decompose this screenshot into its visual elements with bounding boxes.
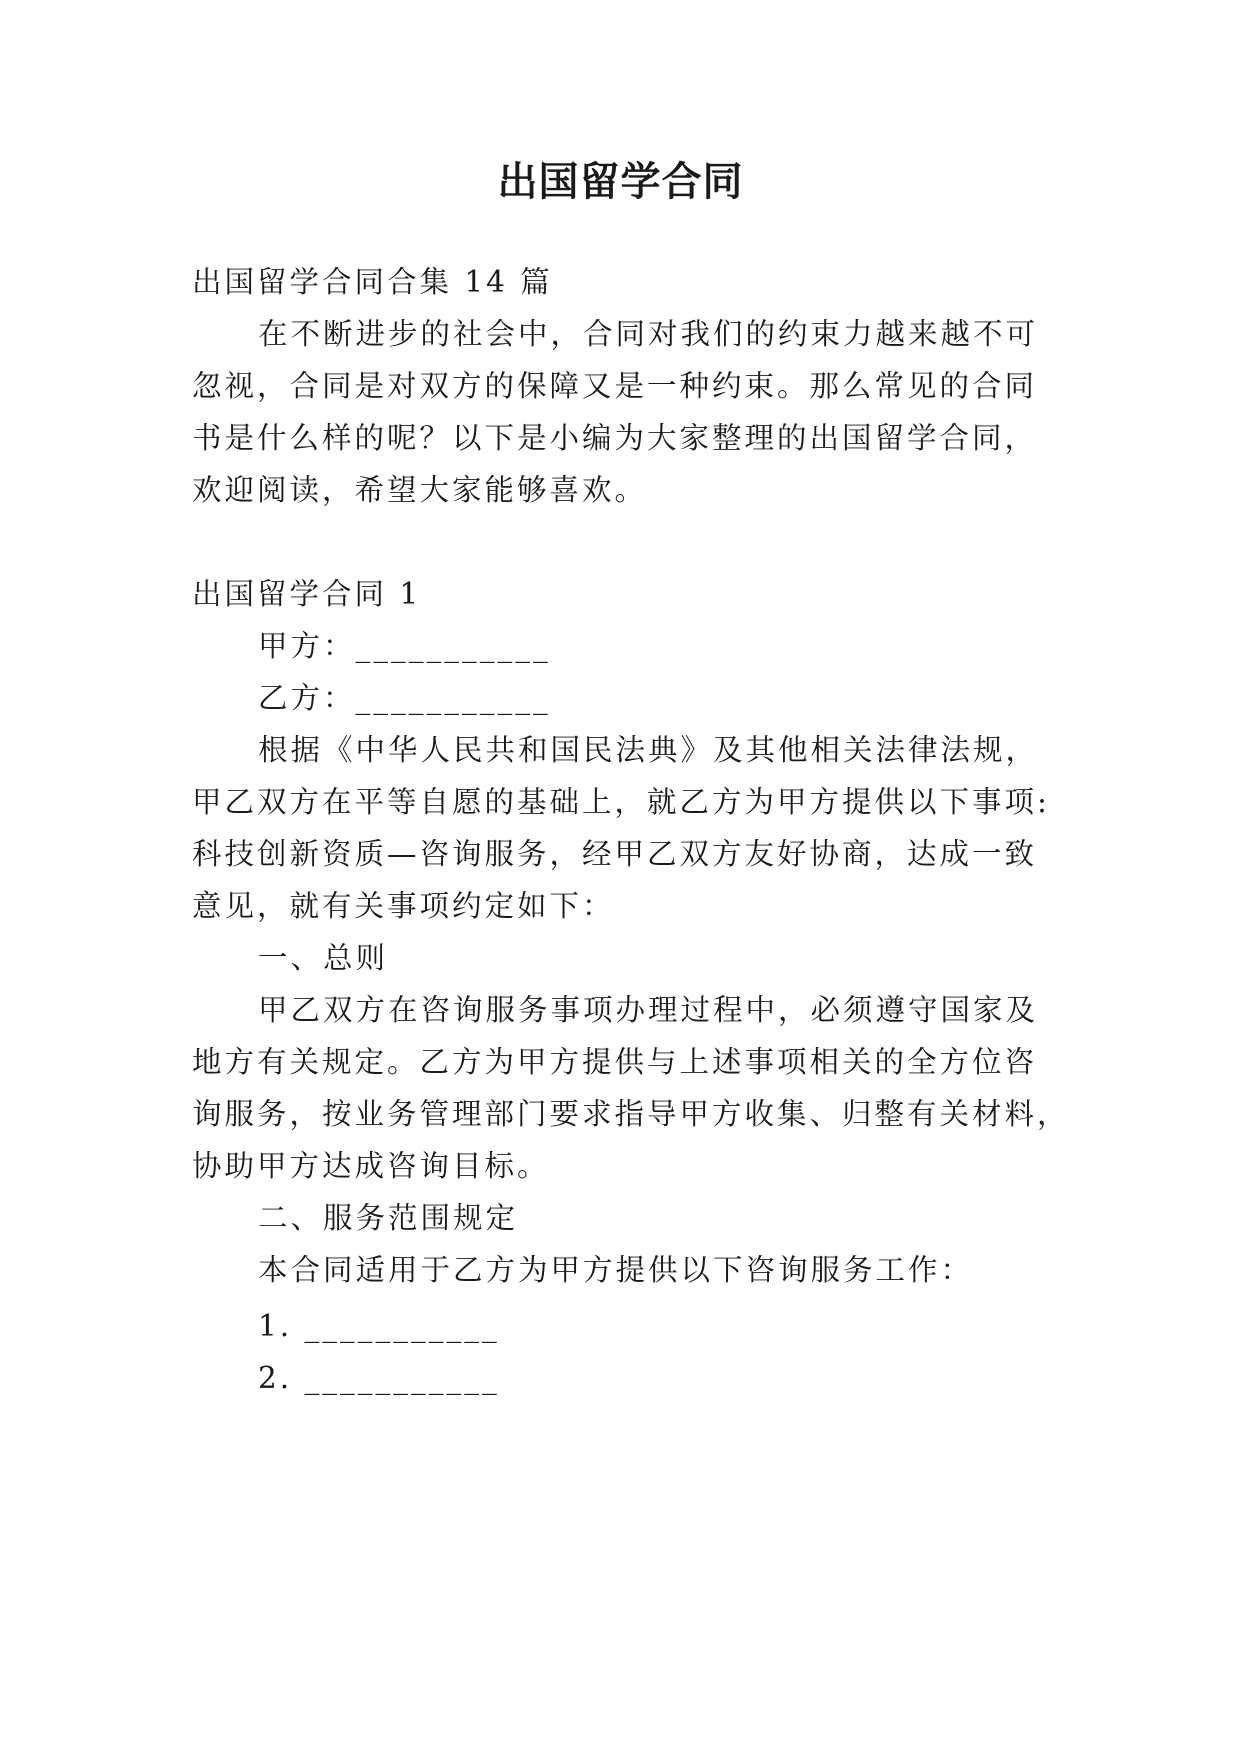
clause-paragraph-line: 询服务，按业务管理部门要求指导甲方收集、归整有关材料， <box>192 1097 1070 1131</box>
preamble-line: 甲乙双方在平等自愿的基础上，就乙方为甲方提供以下事项: <box>192 785 1050 819</box>
list-item: 2. ___________ <box>258 1361 500 1395</box>
party-a-line: 甲方：___________ <box>258 629 551 663</box>
intro-paragraph-line: 欢迎阅读，希望大家能够喜欢。 <box>192 473 648 507</box>
preamble-line: 根据《中华人民共和国民法典》及其他相关法律法规， <box>258 733 1039 767</box>
clause-paragraph-line: 地方有关规定。乙方为甲方提供与上述事项相关的全方位咨 <box>192 1045 1038 1079</box>
clause-paragraph-line: 本合同适用于乙方为甲方提供以下咨询服务工作： <box>258 1253 974 1287</box>
collection-heading: 出国留学合同合集 14 篇 <box>192 265 553 299</box>
list-item: 1. ___________ <box>258 1309 500 1343</box>
clause-paragraph-line: 协助甲方达成咨询目标。 <box>192 1149 550 1183</box>
intro-paragraph-line: 在不断进步的社会中，合同对我们的约束力越来越不可 <box>258 317 1039 351</box>
preamble-line: 意见，就有关事项约定如下： <box>192 889 615 923</box>
clause-heading: 一、总则 <box>258 941 389 975</box>
preamble-line: 科技创新资质—咨询服务，经甲乙双方友好协商，达成一致 <box>192 837 1038 871</box>
party-b-line: 乙方：___________ <box>258 681 551 715</box>
intro-paragraph-line: 忽视，合同是对双方的保障又是一种约束。那么常见的合同 <box>192 369 1038 403</box>
clause-paragraph-line: 甲乙双方在咨询服务事项办理过程中，必须遵守国家及 <box>258 993 1039 1027</box>
document-title: 出国留学合同 <box>497 158 744 205</box>
intro-paragraph-line: 书是什么样的呢？以下是小编为大家整理的出国留学合同， <box>192 421 1038 455</box>
section-heading: 出国留学合同 1 <box>192 577 422 611</box>
clause-heading: 二、服务范围规定 <box>258 1201 519 1235</box>
